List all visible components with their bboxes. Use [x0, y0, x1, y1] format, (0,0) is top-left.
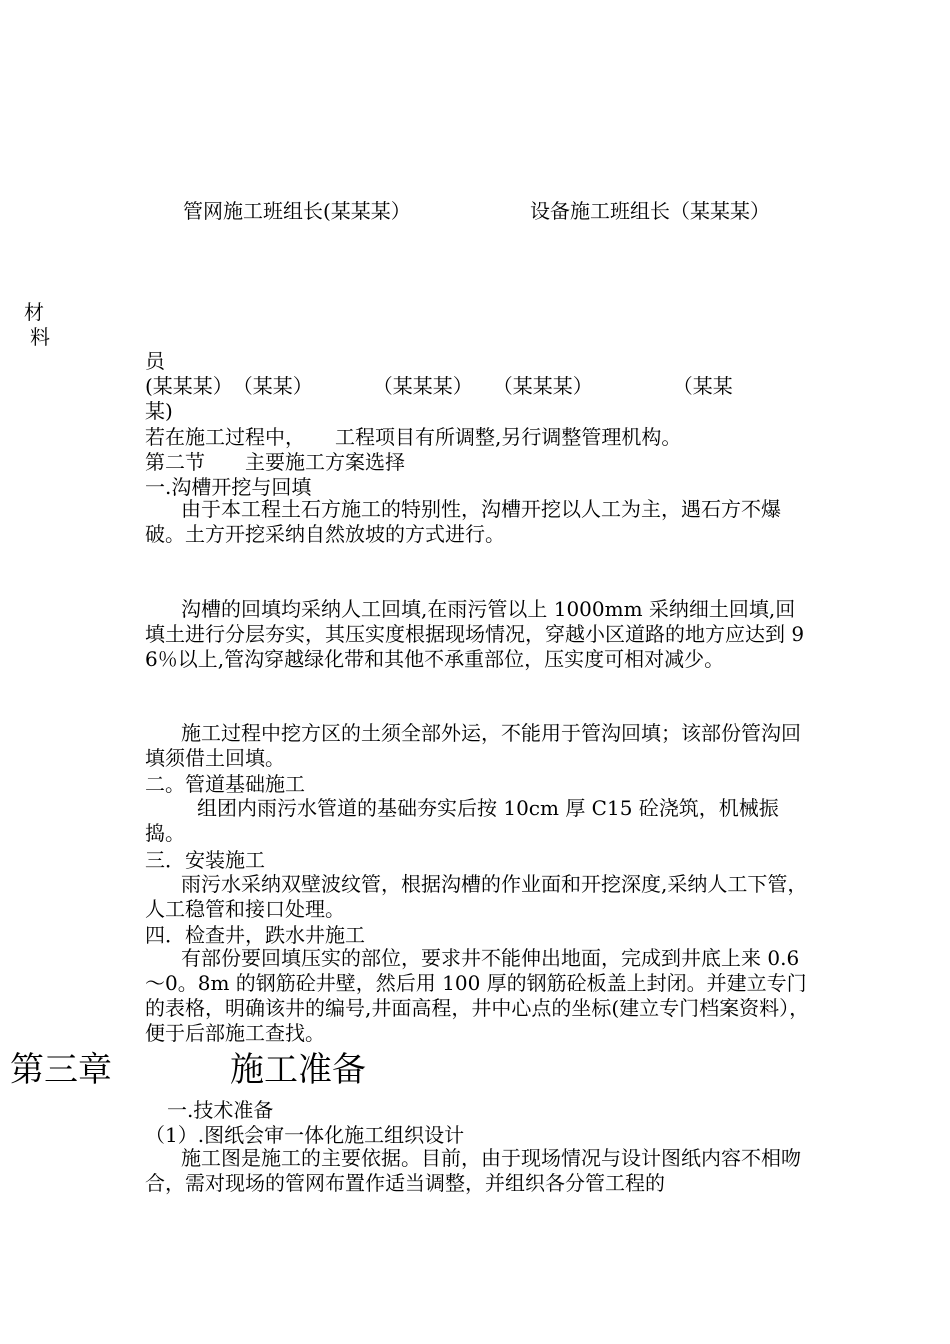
subsection-2-title: 二。管道基础施工 — [145, 772, 305, 796]
subsection-3-title: 三．安装施工 — [145, 848, 265, 872]
subsection-1-title: 一.沟槽开挖与回填 — [145, 475, 312, 499]
subsection-1-paragraph-2: 沟槽的回填均采纳人工回填,在雨污管以上 1000mm 采纳细土回填,回填土进行分层夯实，其压实度根据现场情况，穿越小区道路的地方应达到 96％以上,管沟穿越绿化带和其他不承重部位，压实度可相对减少。 — [145, 597, 805, 671]
subsection-1-paragraph-3: 施工过程中挖方区的土须全部外运，不能用于管沟回填；该部份管沟回填须借土回填。 — [145, 721, 801, 770]
material-label-char-1: 材 — [24, 300, 44, 324]
pipe-team-leader: 管网施工班组长(某某某） — [183, 199, 411, 223]
staff-names-line: (某某某） （某某） （某某某） （某某某） （某某 — [145, 374, 733, 398]
subsection-4-title: 四．检查井，跌水井施工 — [145, 923, 365, 947]
material-label-char-2: 料 — [30, 325, 50, 349]
equipment-team-leader: 设备施工班组长（某某某） — [530, 199, 770, 223]
technical-preparation-title: 一.技术准备 — [167, 1098, 274, 1122]
staff-label: 员 — [145, 349, 165, 373]
staff-names-wrap: 某) — [145, 399, 173, 423]
chapter-3-title: 施工准备 — [230, 1050, 366, 1090]
drawing-review-paragraph: 施工图是施工的主要依据。目前，由于现场情况与设计图纸内容不相吻合，需对现场的管网布置作适当调整，并组织各分管工程的 — [145, 1146, 801, 1195]
subsection-2-paragraph: 组团内雨污水管道的基础夯实后按 10cm 厚 C15 砼浇筑，机械振捣。 — [145, 796, 779, 845]
section-2-title: 第二节 主要施工方案选择 — [145, 450, 405, 474]
adjustment-note: 若在施工过程中， 工程项目有所调整,另行调整管理机构。 — [145, 425, 682, 449]
drawing-review-title: （1）.图纸会审一体化施工组织设计 — [145, 1123, 465, 1147]
subsection-1-paragraph-1: 由于本工程土石方施工的特别性，沟槽开挖以人工为主，遇石方不爆破。土方开挖采纳自然放坡的方式进行。 — [145, 497, 781, 546]
subsection-3-paragraph: 雨污水采纳双壁波纹管，根据沟槽的作业面和开挖深度,采纳人工下管，人工稳管和接口处理。 — [145, 872, 808, 921]
subsection-4-paragraph: 有部份要回填压实的部位，要求井不能伸出地面，完成到井底上来 0.6～0。8m 的钢筋砼井壁，然后用 100 厚的钢筋砼板盖上封闭。并建立专门的表格，明确该井的编号,井面高程，井中心点的坐标(建立专门档案资料），便于后部施工查找。 — [145, 946, 810, 1045]
chapter-3-label: 第三章 — [10, 1050, 112, 1090]
